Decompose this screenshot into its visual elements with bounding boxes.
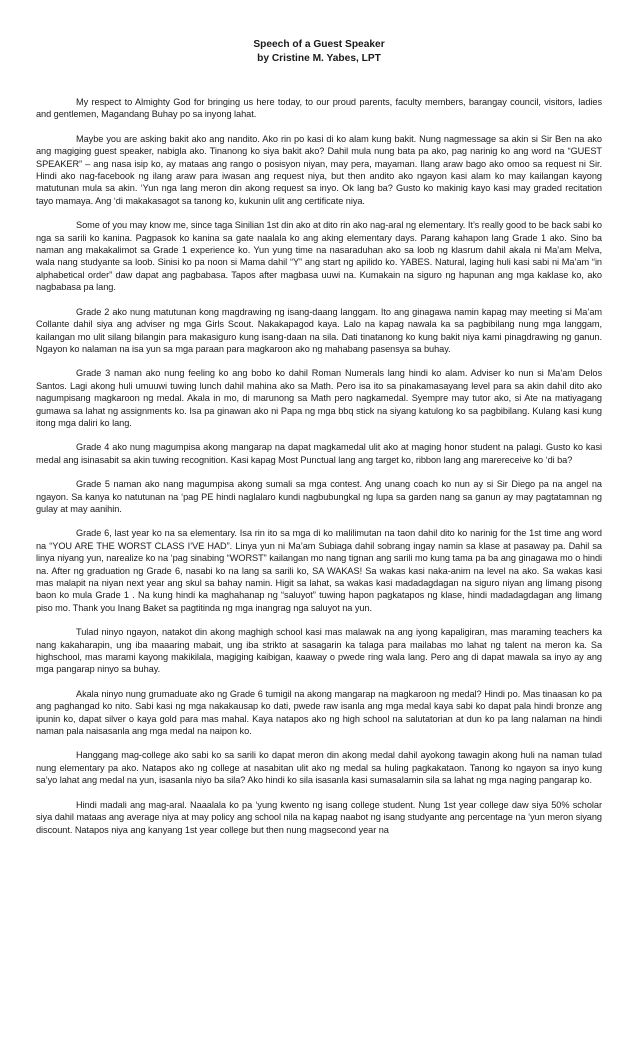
title-block [36, 38, 602, 66]
document-page [36, 38, 602, 848]
paragraph: Grade 5 naman ako nang magumpisa akong sumali sa mga contest. Ang unang coach ko nun ay si Sir Diego pa na angel na ngayon. Sa kanya ko natutunan na ‘pag PE hindi naglalaro kundi nagbubungkal ng lupa sa garden nang sa ganun ay may pagtatamnan ng gulay at may aanihin. [36, 479, 602, 514]
paragraph: My respect to Almighty God for bringing us here today, to our proud parents, faculty members, barangay council, visitors, ladies and gentlemen, Magandang Buhay po sa inyong lahat. [36, 97, 602, 120]
paragraph: Grade 3 naman ako nung feeling ko ang bobo ko dahil Roman Numerals lang hindi ko alam. Adviser ko nun si Ma’am Delos Santos. Lagi akong huli umuuwi tuwing lunch dahil mahina ako sa Math. Pero isa ito sa pinakamasayang level para sa akin dahil dito ako nagumpisang magkaroon ng medal. Akala in mo, di marunong sa Math pero nagkamedal. Syempre may tutor ako, si Ate na matiyagang gumawa sa lahat ng assignments ko. Isa pa ginawan ako ni Papa ng mga bbq stick na siyang katulong ko sa pagbibilang. Kulang kasi kung itong mga daliri ko lang. [36, 368, 602, 428]
paragraph: Maybe you are asking bakit ako ang nandito. Ako rin po kasi di ko alam kung bakit. Nung nagmessage sa akin si Sir Ben na ako ang magiging guest speaker, nabigla ako. Tinanong ko siya bakit ako? Dahil mula nung bata pa ako, pag narinig ko ang word na “GUEST SPEAKER” – ang nasa isip ko, ay mataas ang rango o posisyon niyan, may pera, mayaman. Ilang araw bago ako omoo sa request ni Sir. Hindi ako nag-facebook ng ilang araw para iwasan ang request niya, but then andito ako ngayon kasi alam ko may kailangan kayong matutunan mula sa akin. ‘Yun nga lang meron din akong request sa inyo. Ok lang ba? Gusto ko makinig kayo kasi may graded recitation tayo mamaya. Ang ‘di makakasagot sa tanong ko, kukunin ulit ang certificate niya. [36, 133, 602, 206]
paragraph: Grade 2 ako nung matutunan kong magdrawing ng isang-daang langgam. Ito ang ginagawa namin kapag may meeting si Ma’am Collante dahil siya ang adviser ng mga Girls Scout. Nakakapagod kaya. Lalo na kapag nawala ka sa pagbibilang nung mga langgam, kailangan mo ulit silang bilangin para makasiguro kung isang-daan na sila. Dati tinatanong ko kung bakit niya kami pinagdrawing ng ganun. Ngayon ko nalaman na isa yun sa mga paraan para magkaroon ako ng mahabang pasensya sa buhay. [36, 306, 602, 354]
paragraph: Akala ninyo nung grumaduate ako ng Grade 6 tumigil na akong mangarap na magkaroon ng medal? Hindi po. Mas tinaasan ko pa ang paghangad ko nito. Sabi kasi ng mga nakakausap ko dati, pwede raw isanla ang mga medal kaya sabi ko dapat pala hindi bronze ang ipunin ko, dapat silver o kaya gold para mas mahal. Kaya natapos ako ng high school na salutatorian at dun ko pa lang nalaman na hindi naman pala naisasanla ang mga medal na naipon ko. [36, 688, 602, 737]
paragraph: Hindi madali ang mag-aral. Naaalala ko pa ‘yung kwento ng isang college student. Nung 1st year college daw siya 50% scholar siya dahil mataas ang average niya at may policy ang school nila na kapag naabot ng isang studyante ang percentage na ‘yun meron siyang discount. Natapos niya ang kanyang 1st year college but then nung magsecond year na [36, 799, 602, 835]
paragraph: Hanggang mag-college ako sabi ko sa sarili ko dapat meron din akong medal dahil ayokong tawagin akong huli na naman tulad nung elementary pa ako. Natapos ako ng college at nasabitan ulit ako ng medal sa huling pagkakataon. Tanong ko ngayon sa inyo kung sa’yo lahat ang medal na yun, isasanla niyo ba sila? Ako hindi ko sila isasanla kasi sumasalamin sila sa lahat ng mga naging pangarap ko. [36, 750, 602, 786]
author-byline: by Cristine M. Yabes, LPT [257, 53, 381, 64]
paragraph: Some of you may know me, since taga Sinilian 1st din ako at dito rin ako nag-aral ng elementary. It’s really good to be back sabi ko nga sa sarili ko kanina. Pagpasok ko kanina sa gate naalala ko ang aking elementary days. Parang kahapon lang Grade 1 ako. Sino ba naman ang makakalimot sa Grade 1 experience ko. Yun yung time na nasaraduhan ako sa loob ng klasrum dahil akala ni Ma’am Melva, wala nang studyante sa loob. Sinisi ko pa noon si Mama dahil “Y” ang start ng apilido ko. YABES. Natural, laging huli kasi sabi ni Ma’am “in alphabetical order” daw dapat ang pagbabasa. Tapos after magbasa uuwi na. Kumakain na siguro ng hapunan ang mga kaklase ko, ako nagbabasa pa lang. [36, 220, 602, 293]
paragraph: Grade 6, last year ko na sa elementary. Isa rin ito sa mga di ko malilimutan na taon dahil dito ko narinig for the 1st time ang word na “YOU ARE THE WORST CLASS I’VE HAD”. Linya yun ni Ma’am Subiaga dahil sobrang ingay namin sa klase at pasaway pa. Dahil sa linya niyang yun, narealize ko na ‘pag sinabing “WORST” kailangan mo nang tignan ang sarili mo kung tama pa ba ang ginagawa mo o hindi na. After ng graduation ng Grade 6, nasabi ko na lang sa sarili ko, SA WAKAS! Sa wakas kasi naka-anim na level na ako. Sa wakas kasi mas malapit na niyan next year ang skul sa bahay namin. Higit sa lahat, sa wakas kasi madadagdagan na siguro niyan ang limang pisong baon ko mula Grade 1 . Na kung hindi ka maghahanap ng “saluyot” tuwing hapon pagkatapos ng klase, hindi madadagdagan ang limang piso mo. Thank you Inang Baket sa pagtitinda ng mga inangrag nga saluyot na yun. [36, 528, 602, 613]
paragraph: Tulad ninyo ngayon, natakot din akong maghigh school kasi mas malawak na ang iyong kapaligiran, mas maraming teachers ka nang kakaharapin, ung iba maaaring mabait, ung iba strikto at sasagarin ka talaga para mailabas mo lahat ng talent na meron ka. Sa highschool, mas marami kayong makikilala, magiging kaibigan, kaaway o pwede ring wala lang. Pero ang di dapat mawala sa inyo ay ang mga pangarap ninyo sa buhay. [36, 627, 602, 675]
paragraph: Grade 4 ako nung magumpisa akong mangarap na dapat magkamedal ulit ako at maging honor student na palagi. Gusto ko kasi medal ang isinasabit sa akin tuwing recognition. Kasi kapag Most Punctual lang ang target ko, ribbon lang ang marereceive ko ‘di ba? [36, 442, 602, 465]
speech-body [36, 96, 602, 836]
document-title: Speech of a Guest Speaker [253, 39, 385, 50]
